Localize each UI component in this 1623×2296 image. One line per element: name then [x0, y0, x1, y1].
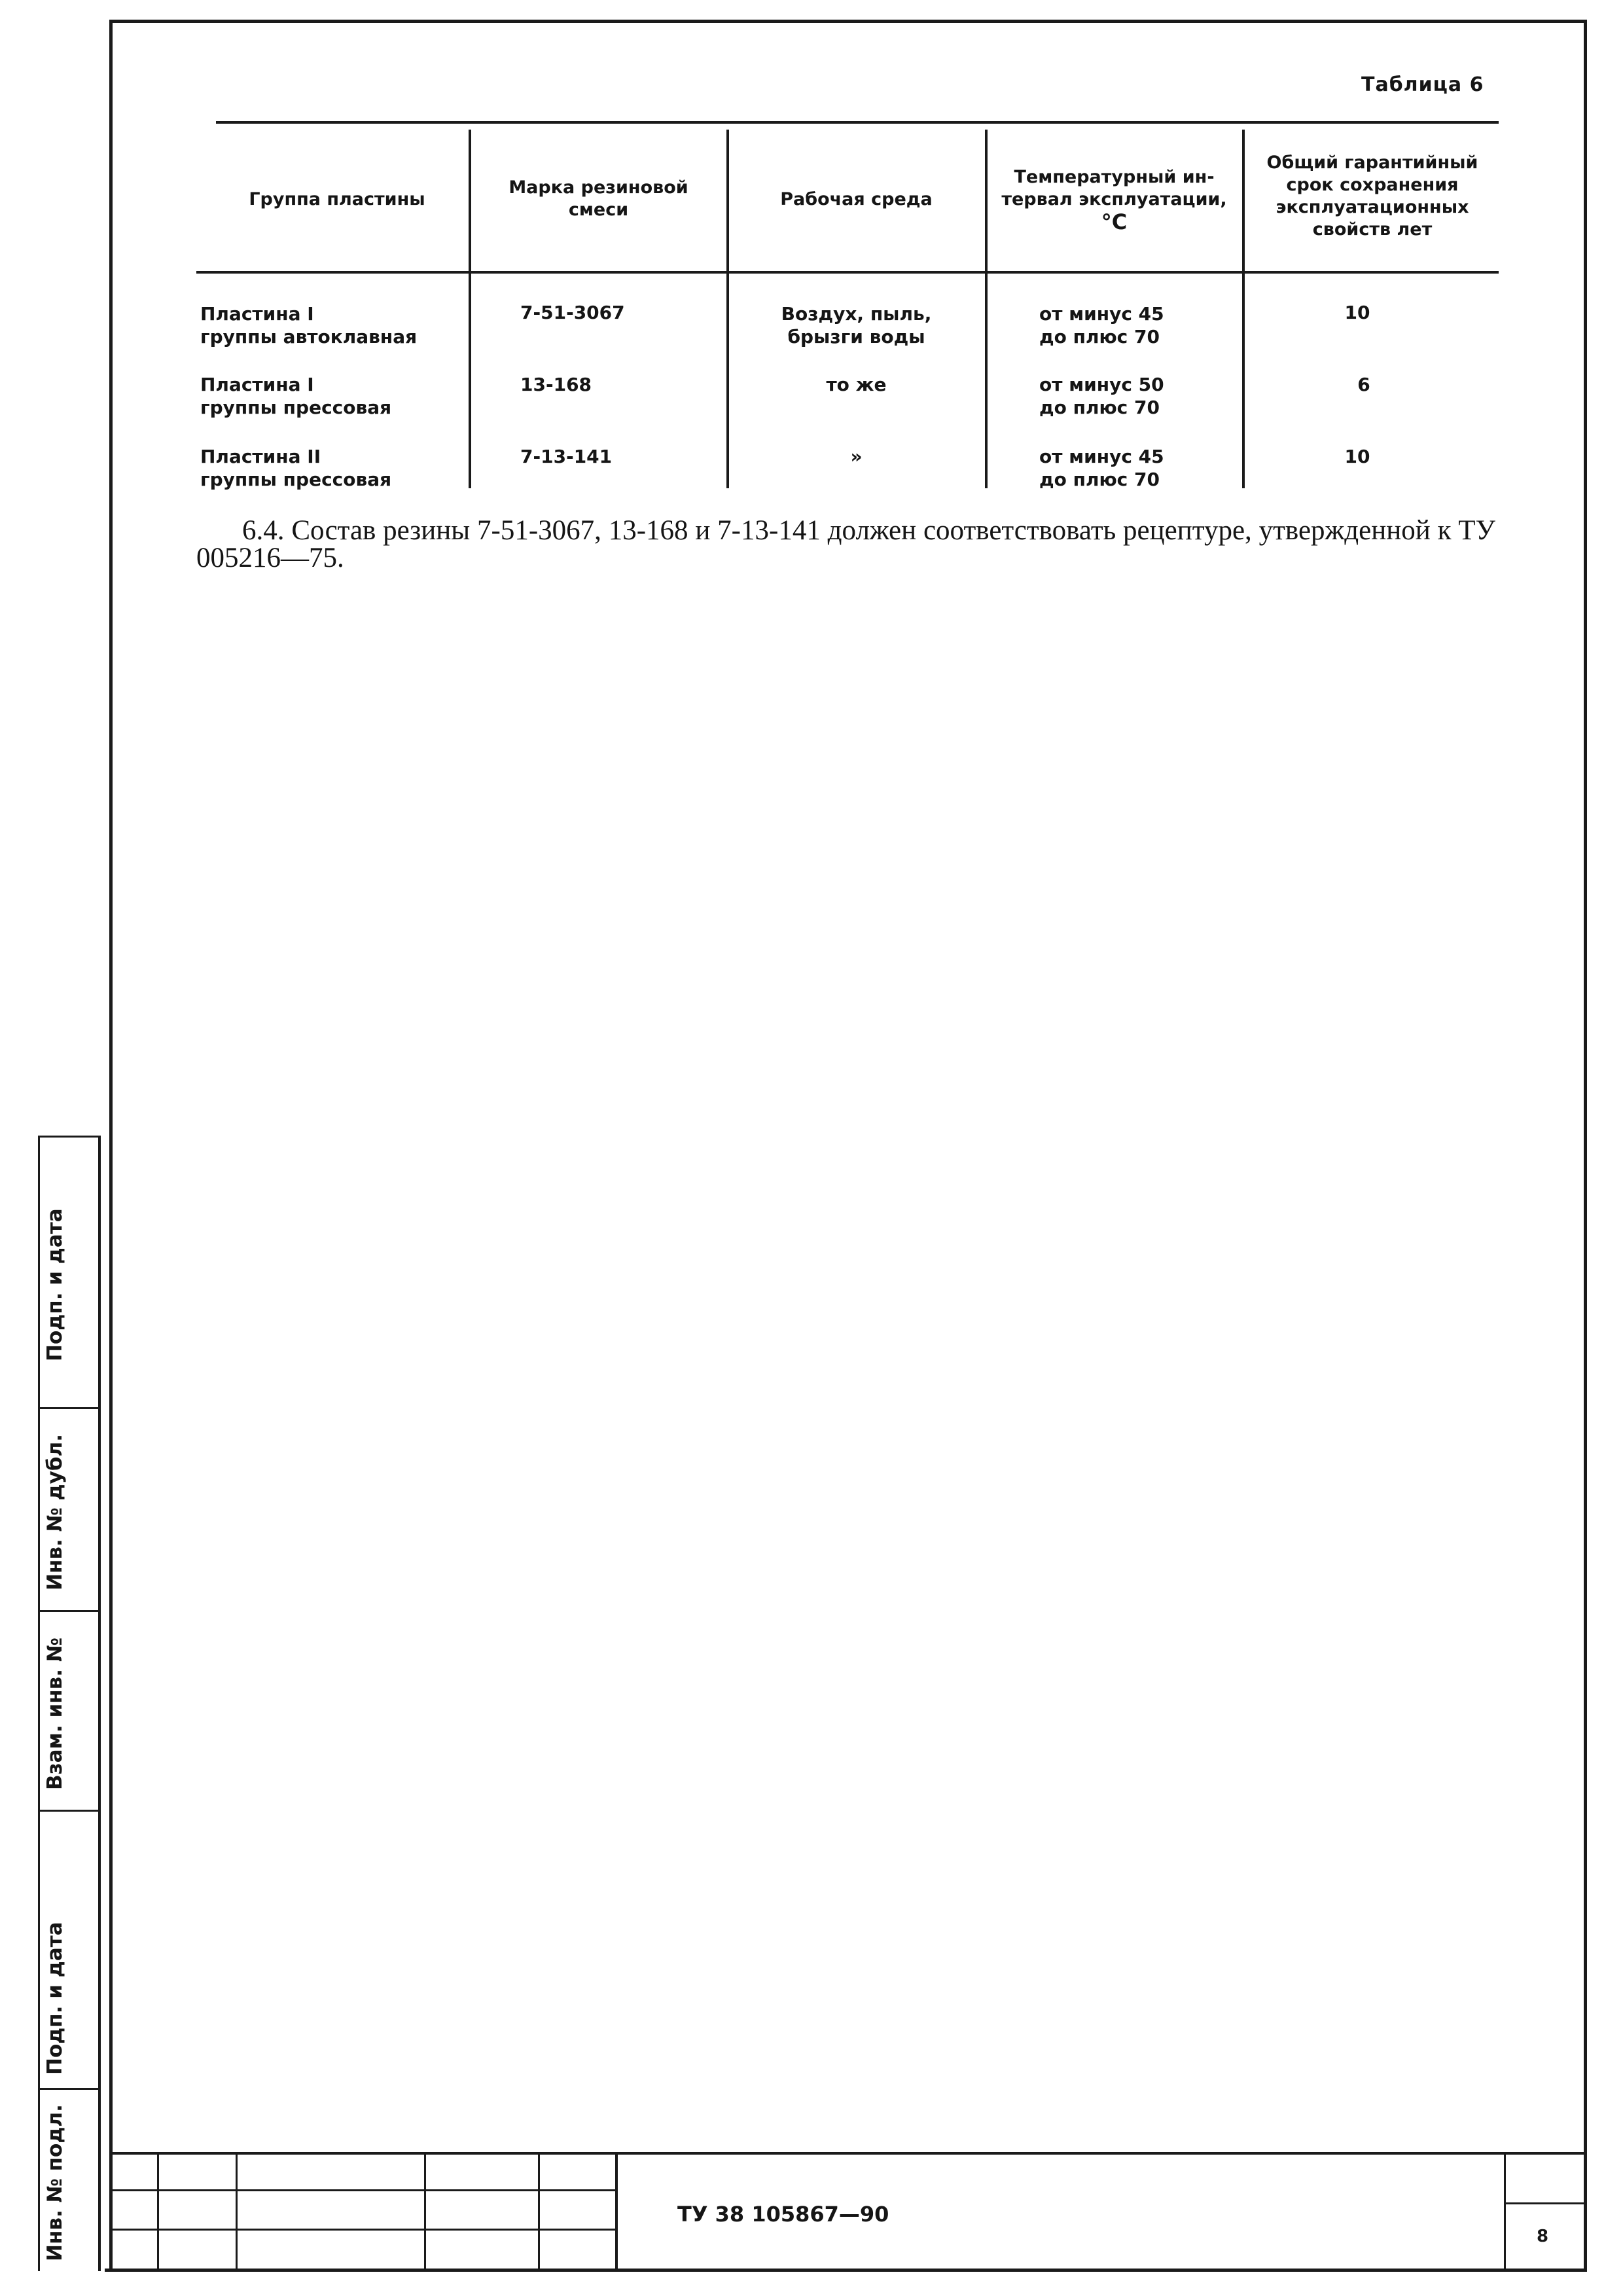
- clause-6-4-paragraph: 6.4. Состав резины 7-51-3067, 13-168 и 7-13-141 должен соответствовать рецептуре, утвержденной к ТУ 005216—75.: [196, 515, 1495, 573]
- side-stamp-outer-border: [38, 1136, 40, 2271]
- table-row-1-years: 10: [1344, 302, 1370, 323]
- table-row-3-group: Пластина II группы прессовая: [200, 446, 392, 490]
- title-block-page-col: [1504, 2153, 1506, 2270]
- title-block-grid-col: [236, 2153, 238, 2270]
- side-stamp-divider: [39, 1810, 101, 1812]
- table-row-2-mark: 13-168: [520, 374, 592, 395]
- table-row-1-mark: 7-51-3067: [520, 302, 625, 323]
- frame-left-border: [109, 20, 113, 2271]
- table-row-2-temp: от минус 50 до плюс 70: [1039, 374, 1164, 418]
- table-row-3-mark: 7-13-141: [520, 446, 613, 467]
- table-row-1-temp: от минус 45 до плюс 70: [1039, 303, 1164, 348]
- title-block-page-rule: [1504, 2202, 1586, 2204]
- header-plate-group: Группа пластины: [249, 189, 425, 209]
- side-label-original-inv: Инв. № подл.: [43, 2104, 67, 2261]
- side-stamp-divider: [39, 2088, 101, 2090]
- table-header-rule: [196, 271, 1499, 274]
- frame-right-border: [1584, 20, 1587, 2271]
- table-col-divider: [985, 130, 988, 488]
- table-row-1-group: Пластина I группы автоклавная: [200, 303, 418, 348]
- frame-top-border: [111, 20, 1584, 23]
- header-temperature-range: Температурный ин- тервал эксплуатации, °С: [1001, 167, 1227, 234]
- side-label-sign-date-2: Подп. и дата: [43, 1922, 67, 2075]
- table-row-3-temp: от минус 45 до плюс 70: [1039, 446, 1164, 490]
- side-label-replace-inv: Взам. инв. №: [43, 1637, 67, 1790]
- side-stamp-inner-border: [98, 1136, 101, 2271]
- header-working-medium: Рабочая среда: [780, 189, 933, 209]
- table-row-1-medium: Воздух, пыль, брызги воды: [781, 303, 932, 348]
- table-col-divider: [1242, 130, 1245, 488]
- header-warranty-years: Общий гарантийный срок сохранения эксплуатационных свойств лет: [1266, 152, 1478, 240]
- document-number: ТУ 38 105867—90: [677, 2202, 889, 2227]
- frame-bottom-border: [105, 2269, 1587, 2272]
- side-stamp-divider: [39, 1610, 101, 1612]
- side-stamp-divider: [39, 1136, 101, 1138]
- table-row-2-group: Пластина I группы прессовая: [200, 374, 392, 418]
- header-rubber-mark: Марка резиновой смеси: [508, 177, 688, 220]
- table-col-divider: [726, 130, 729, 488]
- page-number: 8: [1537, 2227, 1549, 2246]
- title-block-grid-col: [424, 2153, 426, 2270]
- side-label-duplicate-inv: Инв. № дубл.: [43, 1433, 67, 1590]
- title-block-top-rule: [111, 2152, 1587, 2155]
- table-row-3-medium: »: [850, 446, 863, 467]
- side-stamp-divider: [39, 1407, 101, 1409]
- table-col-divider: [469, 130, 471, 488]
- table-top-rule: [216, 121, 1499, 124]
- title-block-grid-col: [538, 2153, 540, 2270]
- table-row-2-medium: то же: [826, 374, 887, 395]
- side-label-sign-date-1: Подп. и дата: [43, 1208, 67, 1361]
- table-row-3-years: 10: [1344, 446, 1370, 467]
- table-caption: Таблица 6: [1361, 73, 1484, 96]
- table-row-2-years: 6: [1357, 374, 1370, 395]
- title-block-grid-col: [157, 2153, 159, 2270]
- title-block-grid-col: [615, 2153, 618, 2270]
